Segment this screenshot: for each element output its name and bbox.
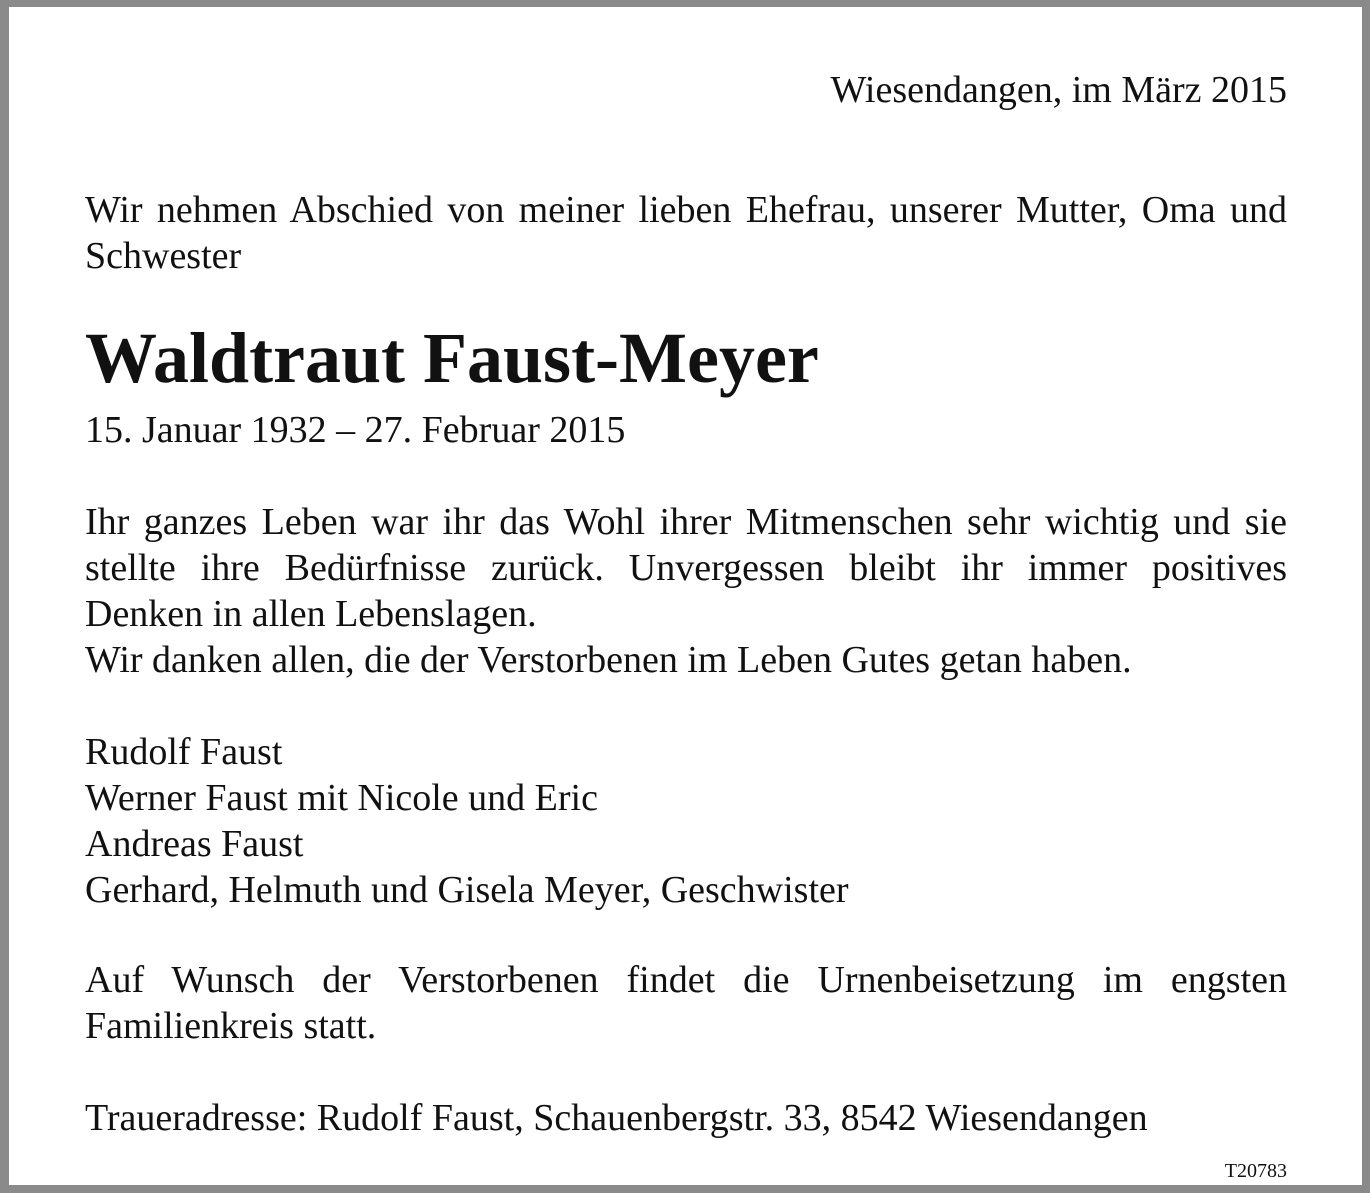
- tribute-section: [85, 499, 1287, 683]
- mourners-list: [85, 729, 849, 913]
- place-and-date: Wiesendangen, im März 2015: [830, 69, 1287, 111]
- mourner-line: Werner Faust mit Nicole und Eric: [85, 777, 598, 819]
- mourner-line: Andreas Faust: [85, 823, 304, 865]
- mourner-line: Gerhard, Helmuth und Gisela Meyer, Geschwister: [85, 869, 849, 911]
- tribute-paragraph: Ihr ganzes Leben war ihr das Wohl ihrer Mitmenschen sehr wichtig und sie stellte ihre Bedürfnisse zurück. Unvergessen bleibt ihr immer positives Denken in allen Lebenslagen.: [85, 501, 1287, 635]
- intro-text: Wir nehmen Abschied von meiner lieben Ehefrau, unserer Mutter, Oma und Schwester: [85, 189, 1287, 277]
- deceased-name: Waldtraut Faust-Meyer: [85, 318, 819, 398]
- reference-code: T20783: [1224, 1160, 1287, 1182]
- lifespan-dates: 15. Januar 1932 – 27. Februar 2015: [85, 409, 626, 451]
- thanks-line: Wir danken allen, die der Verstorbenen im Leben Gutes getan haben.: [85, 639, 1132, 681]
- mourning-address: Traueradresse: Rudolf Faust, Schauenbergstr. 33, 8542 Wiesendangen: [85, 1097, 1148, 1139]
- burial-note: Auf Wunsch der Verstorbenen findet die Urnenbeisetzung im engsten Familienkreis statt.: [85, 959, 1287, 1047]
- mourner-line: Rudolf Faust: [85, 731, 283, 773]
